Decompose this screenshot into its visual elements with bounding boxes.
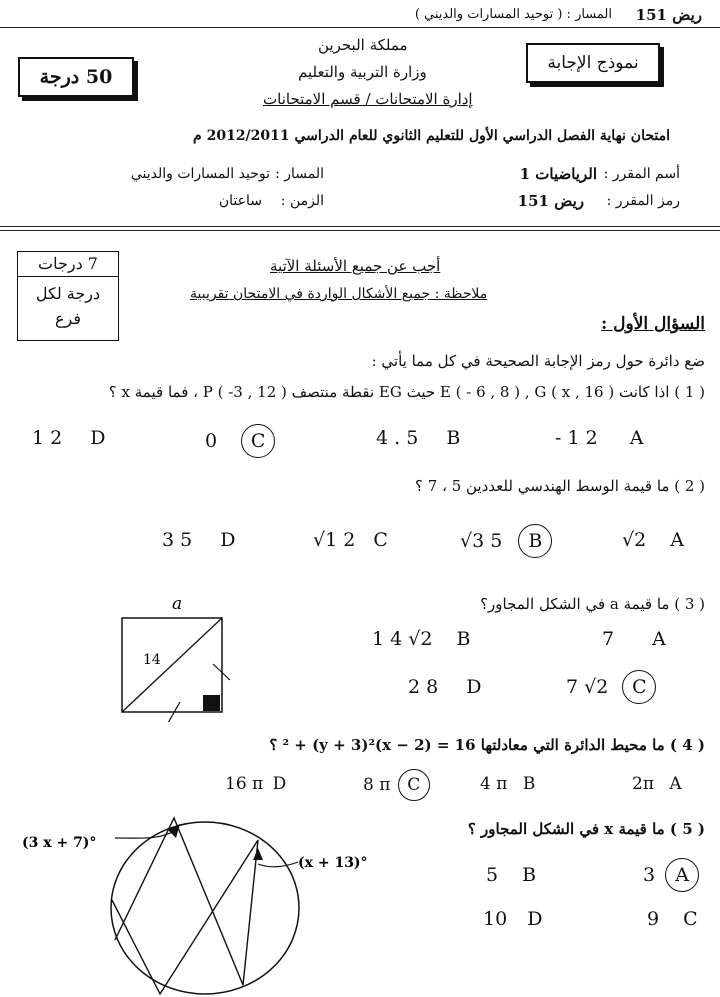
q1-line [0, 383, 705, 401]
q3-option-d-letter: D [466, 676, 482, 698]
course-name-label: أسم المقرر : [603, 166, 680, 182]
q1-option-b[interactable] [376, 427, 460, 449]
q1-option-d-letter: D [90, 427, 106, 449]
q1-option-c-value: 0 [205, 430, 218, 452]
q4-option-b-letter: B [522, 774, 536, 794]
q2-option-c-value: √1 2 [313, 529, 356, 551]
total-marks-box [18, 57, 134, 97]
q5-label-right: (x + 13)° [298, 855, 368, 871]
track-label: المسار : [275, 166, 324, 182]
q5-right-arrowhead [253, 848, 263, 860]
q3-option-c-letter-circled: C [622, 670, 656, 704]
q5-option-b-letter: B [522, 864, 537, 886]
q5-option-a-letter-circled: A [665, 858, 699, 892]
q3-option-c-value: 7 √2 [566, 676, 609, 698]
section-instruction: ضع دائرة حول رمز الإجابة الصحيحة في كل مما يأتي : [371, 352, 705, 370]
course-code-value: ريض 151 [517, 192, 584, 210]
header-rule [0, 27, 720, 28]
q5-option-d-value: 10 [483, 908, 508, 930]
q1-option-c[interactable] [205, 424, 275, 458]
exam-title: امتحان نهاية الفصل الدراسي الأول للتعليم الثانوي للعام الدراسي 2012/2011 م [193, 128, 670, 144]
q2-option-d-value: 3 5 [162, 529, 193, 551]
q1-option-b-value: 4 . 5 [376, 427, 419, 449]
q3-option-a-letter: A [652, 628, 666, 650]
q1-option-a-letter: A [629, 427, 644, 449]
q1-number: ( 1 ) [674, 383, 705, 401]
time-value: ساعتان [218, 193, 262, 209]
q1-option-d[interactable] [32, 427, 106, 449]
q5-right-pointer [258, 862, 298, 867]
q2-option-c[interactable] [313, 529, 388, 551]
q1-option-a[interactable] [555, 427, 643, 449]
course-name-value: الرياضيات 1 [519, 165, 597, 183]
q4-option-b[interactable] [480, 774, 535, 794]
q3-option-b[interactable] [372, 628, 470, 650]
q4-option-d-letter: D [272, 774, 287, 794]
course-code-label: رمز المقرر : [606, 193, 680, 209]
q5-option-c-value: 9 [647, 908, 660, 930]
q3-option-a[interactable] [602, 628, 666, 650]
letterhead-directorate: إدارة الامتحانات / قسم الامتحانات [263, 90, 473, 108]
instruction-note: ملاحظة : جميع الأشكال الواردة في الامتحان تقريبية [190, 286, 488, 302]
q5-option-a[interactable] [643, 858, 699, 892]
q5-option-d-letter: D [527, 908, 543, 930]
q3-square-figure [110, 592, 250, 722]
answer-key-label: نموذج الإجابة [547, 53, 639, 73]
marks-per-branch-line2: درجة لكل [35, 284, 101, 303]
q3-diagonal-label: 14 [143, 652, 161, 668]
q4-option-a-letter: A [669, 774, 682, 794]
q1-text-post: ، فما قيمة x ؟ [108, 383, 198, 401]
total-marks-label: 50 درجة [39, 66, 113, 88]
q1-option-d-value: 1 2 [32, 427, 63, 449]
q1-option-b-letter: B [446, 427, 461, 449]
q4-option-a[interactable] [632, 774, 682, 794]
q4-option-a-value: 2π [632, 774, 654, 794]
q1-given: P ( -3 , 12 ) نقطة منتصف EG حيث E ( - 6 , 8 ) , G ( x , 16 ) [202, 383, 615, 401]
section-title: السؤال الأول : [600, 314, 705, 334]
q2-option-d[interactable] [162, 529, 236, 551]
marks-per-branch-line3: فرع [54, 309, 82, 328]
marks-per-branch-box [17, 251, 119, 341]
running-header-code: ريض 151 [635, 6, 702, 24]
q4-option-d[interactable] [225, 774, 286, 794]
q2-text: ( 2 ) ما قيمة الوسط الهندسي للعددين 5 ، 7 ؟ [415, 477, 705, 495]
q5-option-b-value: 5 [486, 864, 499, 886]
marks-per-branch-line1: 7 درجات [18, 252, 118, 277]
section-rule-top [0, 226, 720, 227]
q3-option-a-value: 7 [602, 628, 615, 650]
q2-option-b-letter-circled: B [518, 524, 552, 558]
q4-option-c-value: 8 π [363, 775, 391, 795]
q5-option-b[interactable] [486, 864, 536, 886]
q5-circle [111, 822, 299, 994]
q1-option-c-letter-circled: C [241, 424, 275, 458]
q3-option-d-value: 2 8 [408, 676, 439, 698]
q1-option-a-value: - 1 2 [555, 427, 598, 449]
running-header-track: المسار : ( توحيد المسارات والديني ) [414, 7, 612, 22]
instruction-answer-all: أجب عن جميع الأسئلة الآتية [270, 257, 441, 275]
letterhead-country: مملكة البحرين [318, 36, 408, 54]
q3-option-c[interactable] [566, 670, 656, 704]
q2-option-b-value: √3 5 [460, 530, 503, 552]
q3-option-d[interactable] [408, 676, 482, 698]
q5-text: ( 5 ) ما قيمة x في الشكل المجاور ؟ [467, 820, 705, 838]
q3-text: ( 3 ) ما قيمة a في الشكل المجاور؟ [480, 595, 705, 613]
q5-option-c[interactable] [647, 908, 698, 930]
time-label: الزمن : [280, 193, 324, 209]
q2-option-a-letter: A [670, 529, 684, 551]
q1-text-pre: اذا كانت [619, 383, 670, 401]
q2-option-d-letter: D [220, 529, 236, 551]
q5-option-c-letter: C [683, 908, 698, 930]
q2-option-a[interactable] [622, 529, 684, 551]
letterhead-ministry: وزارة التربية والتعليم [298, 63, 427, 81]
q4-option-d-value: 16 π [225, 774, 264, 794]
q5-label-left: (3 x + 7)° [22, 835, 97, 851]
q2-option-c-letter: C [373, 529, 388, 551]
q4-option-c-letter-circled: C [398, 769, 430, 801]
q2-option-a-value: √2 [622, 529, 647, 551]
q3-top-label: a [172, 594, 183, 614]
q4-text: ( 4 ) ما محيط الدائرة التي معادلتها 16 = (x − 2)² + (y + 3)² ؟ [269, 736, 705, 754]
q5-option-d[interactable] [483, 908, 542, 930]
q2-option-b[interactable] [460, 524, 552, 558]
section-rule-bottom [0, 230, 720, 231]
q4-option-c[interactable] [363, 769, 430, 801]
track-value: توحيد المسارات والديني [130, 166, 270, 182]
q5-circle-figure [10, 800, 390, 997]
q3-option-b-letter: B [456, 628, 471, 650]
q4-option-b-value: 4 π [480, 774, 508, 794]
q5-option-a-value: 3 [643, 864, 656, 886]
q5-chords [112, 818, 258, 994]
q3-option-b-value: 1 4 √2 [372, 628, 433, 650]
answer-key-box [526, 43, 660, 83]
q3-right-angle-mark [203, 695, 220, 711]
